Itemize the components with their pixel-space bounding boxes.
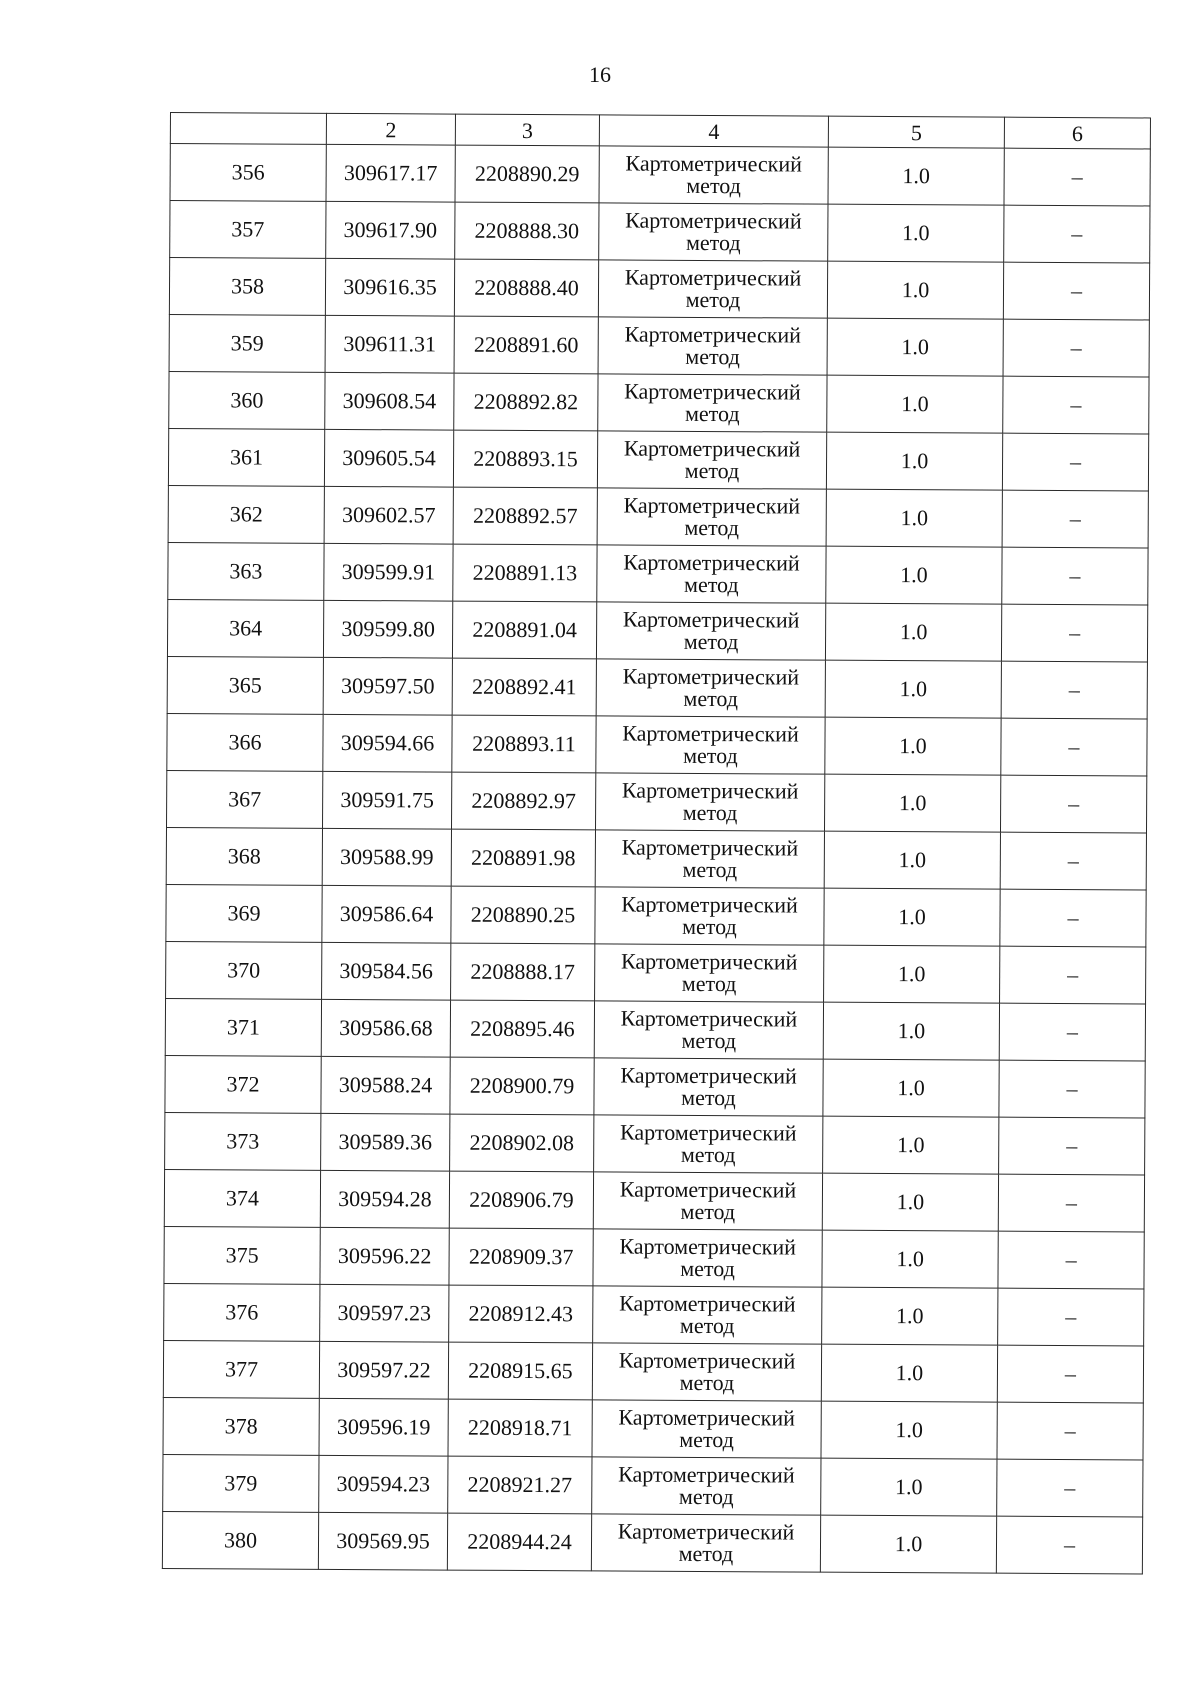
y-coordinate-cell: 2208906.79: [449, 1171, 593, 1229]
note-cell: –: [997, 1402, 1143, 1460]
method-cell: [596, 716, 825, 774]
note-cell: –: [1004, 148, 1150, 206]
note-cell: –: [1003, 376, 1149, 434]
y-coordinate-cell: 2208890.29: [455, 145, 599, 203]
method-line-2: метод: [682, 856, 738, 883]
method-line-1: Картометрический: [623, 492, 801, 519]
method-cell: [597, 545, 826, 603]
note-cell: –: [996, 1516, 1142, 1574]
method-cell: [592, 1457, 821, 1515]
method-line-2: метод: [681, 1027, 737, 1054]
table-body: [162, 144, 1150, 1574]
table-row: [170, 144, 1150, 206]
note-cell: –: [1000, 832, 1146, 890]
note-cell: –: [999, 1060, 1145, 1118]
method-cell: [593, 1229, 822, 1287]
note-cell: –: [997, 1345, 1143, 1403]
y-coordinate-cell: 2208888.30: [455, 202, 599, 260]
point-number-cell: 361: [168, 428, 324, 486]
method-line-2: метод: [681, 970, 737, 997]
y-coordinate-cell: 2208892.41: [452, 658, 596, 716]
accuracy-cell: 1.0: [826, 546, 1002, 604]
x-coordinate-cell: 309586.64: [322, 885, 451, 943]
method-cell: [592, 1400, 821, 1458]
x-coordinate-cell: 309588.99: [322, 828, 451, 886]
x-coordinate-cell: 309605.54: [324, 429, 453, 487]
header-col-1: [170, 113, 326, 145]
point-number-cell: 370: [166, 941, 322, 999]
y-coordinate-cell: 2208900.79: [450, 1057, 594, 1115]
x-coordinate-cell: 309594.23: [319, 1455, 448, 1513]
method-line-1: Картометрический: [622, 663, 800, 690]
method-line-2: метод: [678, 1540, 734, 1567]
method-line-2: метод: [680, 1141, 736, 1168]
method-line-1: Картометрический: [625, 150, 803, 177]
table-row: [169, 371, 1149, 433]
method-line-1: Картометрический: [620, 1062, 797, 1089]
method-cell: [593, 1172, 822, 1230]
x-coordinate-cell: 309584.56: [322, 942, 451, 1000]
point-number-cell: 367: [167, 770, 323, 828]
y-coordinate-cell: 2208892.97: [451, 772, 595, 830]
table-row: [169, 258, 1149, 320]
accuracy-cell: 1.0: [826, 432, 1002, 490]
accuracy-cell: 1.0: [820, 1515, 996, 1573]
note-cell: –: [1003, 262, 1149, 320]
note-cell: –: [1003, 319, 1149, 377]
header-col-5: 5: [828, 116, 1004, 148]
table-row: [163, 1397, 1143, 1459]
point-number-cell: 363: [168, 542, 324, 600]
method-cell: [594, 1001, 823, 1059]
method-cell: [594, 1115, 823, 1173]
method-line-1: Картометрический: [624, 321, 802, 348]
y-coordinate-cell: 2208888.17: [451, 943, 595, 1001]
table-row: [164, 1283, 1144, 1345]
method-line-1: Картометрический: [618, 1461, 795, 1488]
x-coordinate-cell: 309569.95: [318, 1512, 447, 1570]
table-row: [168, 485, 1148, 547]
table-row: [165, 1112, 1145, 1174]
x-coordinate-cell: 309611.31: [325, 315, 454, 373]
accuracy-cell: 1.0: [823, 1002, 999, 1060]
accuracy-cell: 1.0: [827, 375, 1003, 433]
y-coordinate-cell: 2208918.71: [448, 1399, 592, 1457]
method-cell: [599, 146, 828, 204]
method-line-1: Картометрический: [622, 720, 799, 747]
table-row: [164, 1226, 1144, 1288]
accuracy-cell: 1.0: [824, 888, 1000, 946]
point-number-cell: 364: [167, 599, 323, 657]
point-number-cell: 372: [165, 1055, 321, 1113]
method-line-2: метод: [683, 742, 738, 769]
x-coordinate-cell: 309617.90: [326, 201, 455, 259]
table-row: [168, 542, 1148, 604]
method-line-2: метод: [683, 628, 739, 655]
method-cell: [595, 830, 824, 888]
x-coordinate-cell: 309597.22: [319, 1341, 448, 1399]
method-line-1: Картометрический: [621, 891, 798, 918]
header-col-6: 6: [1004, 117, 1150, 149]
x-coordinate-cell: 309586.68: [321, 999, 450, 1057]
accuracy-cell: 1.0: [825, 660, 1001, 718]
table-row: [166, 884, 1146, 946]
table-row: [162, 1511, 1142, 1573]
accuracy-cell: 1.0: [825, 717, 1001, 775]
method-line-2: метод: [684, 457, 740, 484]
method-line-1: Картометрический: [621, 834, 799, 861]
note-cell: –: [999, 1003, 1145, 1061]
accuracy-cell: 1.0: [822, 1230, 998, 1288]
method-cell: [599, 203, 828, 261]
method-line-1: Картометрический: [624, 264, 802, 291]
point-number-cell: 377: [163, 1340, 319, 1398]
point-number-cell: 358: [169, 258, 325, 316]
table-row: [167, 599, 1147, 661]
note-cell: –: [1004, 205, 1150, 263]
y-coordinate-cell: 2208891.13: [453, 544, 597, 602]
table-row: [169, 314, 1149, 376]
method-line-1: Картометрический: [623, 435, 801, 462]
method-line-2: метод: [681, 1084, 736, 1111]
method-cell: [595, 773, 824, 831]
point-number-cell: 371: [165, 998, 321, 1056]
x-coordinate-cell: 309597.23: [320, 1284, 449, 1342]
method-line-1: Картометрический: [618, 1347, 796, 1374]
method-line-2: метод: [682, 799, 738, 826]
table-row: [166, 941, 1146, 1003]
note-cell: –: [1001, 604, 1147, 662]
method-cell: [597, 431, 826, 489]
accuracy-cell: 1.0: [822, 1287, 998, 1345]
y-coordinate-cell: 2208902.08: [450, 1114, 594, 1172]
method-cell: [597, 488, 826, 546]
point-number-cell: 379: [163, 1454, 319, 1512]
coordinates-table-container: [162, 112, 1150, 1574]
y-coordinate-cell: 2208892.82: [454, 373, 598, 431]
x-coordinate-cell: 309589.36: [321, 1113, 450, 1171]
method-line-2: метод: [685, 229, 741, 256]
note-cell: –: [1000, 775, 1146, 833]
point-number-cell: 356: [170, 144, 326, 202]
accuracy-cell: 1.0: [828, 147, 1004, 205]
point-number-cell: 376: [164, 1283, 320, 1341]
point-number-cell: 380: [162, 1511, 318, 1569]
x-coordinate-cell: 309596.22: [320, 1227, 449, 1285]
table-row: [163, 1340, 1143, 1402]
table-row: [165, 1055, 1145, 1117]
table-row: [168, 428, 1148, 490]
y-coordinate-cell: 2208891.04: [452, 601, 596, 659]
method-line-2: метод: [684, 514, 740, 541]
y-coordinate-cell: 2208921.27: [448, 1456, 592, 1514]
method-line-1: Картометрический: [620, 948, 798, 975]
method-line-1: Картометрический: [623, 549, 800, 576]
method-line-1: Картометрический: [625, 207, 802, 234]
method-line-2: метод: [679, 1369, 735, 1396]
method-cell: [596, 659, 825, 717]
y-coordinate-cell: 2208891.60: [454, 316, 598, 374]
x-coordinate-cell: 309617.17: [326, 144, 455, 202]
method-line-2: метод: [680, 1198, 736, 1225]
method-line-2: метод: [685, 343, 740, 370]
point-number-cell: 362: [168, 485, 324, 543]
method-line-2: метод: [685, 286, 741, 313]
point-number-cell: 375: [164, 1226, 320, 1284]
method-line-1: Картометрический: [617, 1518, 795, 1545]
point-number-cell: 368: [166, 827, 322, 885]
method-line-1: Картометрический: [619, 1290, 796, 1317]
accuracy-cell: 1.0: [823, 1059, 999, 1117]
note-cell: –: [998, 1174, 1144, 1232]
accuracy-cell: 1.0: [821, 1458, 997, 1516]
point-number-cell: 357: [170, 201, 326, 259]
method-cell: [595, 944, 824, 1002]
accuracy-cell: 1.0: [821, 1401, 997, 1459]
note-cell: –: [999, 1117, 1145, 1175]
method-line-2: метод: [679, 1312, 735, 1339]
method-cell: [594, 1058, 823, 1116]
point-number-cell: 365: [167, 656, 323, 714]
method-line-2: метод: [679, 1426, 734, 1453]
accuracy-cell: 1.0: [824, 945, 1000, 1003]
accuracy-cell: 1.0: [823, 1116, 999, 1174]
y-coordinate-cell: 2208891.98: [451, 829, 595, 887]
table-row: [164, 1169, 1144, 1231]
method-line-1: Картометрический: [622, 606, 800, 633]
page-number: 16: [589, 62, 611, 87]
point-number-cell: 373: [165, 1112, 321, 1170]
method-line-2: метод: [684, 400, 740, 427]
method-cell: [598, 317, 827, 375]
y-coordinate-cell: 2208944.24: [447, 1513, 591, 1571]
note-cell: –: [1001, 718, 1147, 776]
y-coordinate-cell: 2208895.46: [450, 1000, 594, 1058]
accuracy-cell: 1.0: [827, 318, 1003, 376]
accuracy-cell: 1.0: [821, 1344, 997, 1402]
method-line-2: метод: [678, 1483, 734, 1510]
y-coordinate-cell: 2208892.57: [453, 487, 597, 545]
header-col-4: 4: [599, 115, 828, 147]
method-line-1: Картометрический: [618, 1404, 796, 1431]
note-cell: –: [1000, 946, 1146, 1004]
method-cell: [596, 602, 825, 660]
method-line-2: метод: [684, 571, 739, 598]
coordinates-table: [162, 112, 1151, 1574]
method-cell: [598, 374, 827, 432]
method-cell: [598, 260, 827, 318]
point-number-cell: 366: [167, 713, 323, 771]
y-coordinate-cell: 2208893.11: [452, 715, 596, 773]
note-cell: –: [1000, 889, 1146, 947]
accuracy-cell: 1.0: [824, 774, 1000, 832]
note-cell: –: [1002, 490, 1148, 548]
x-coordinate-cell: 309608.54: [325, 372, 454, 430]
table-row: [167, 713, 1147, 775]
y-coordinate-cell: 2208912.43: [449, 1285, 593, 1343]
method-line-2: метод: [686, 172, 741, 199]
y-coordinate-cell: 2208909.37: [449, 1228, 593, 1286]
accuracy-cell: 1.0: [826, 489, 1002, 547]
table-row: [170, 201, 1150, 263]
accuracy-cell: 1.0: [827, 261, 1003, 319]
note-cell: –: [1001, 661, 1147, 719]
table-row: [165, 998, 1145, 1060]
method-line-1: Картометрический: [619, 1233, 796, 1260]
x-coordinate-cell: 309616.35: [325, 258, 454, 316]
note-cell: –: [997, 1459, 1143, 1517]
point-number-cell: 369: [166, 884, 322, 942]
x-coordinate-cell: 309596.19: [319, 1398, 448, 1456]
table-row: [166, 827, 1146, 889]
accuracy-cell: 1.0: [825, 603, 1001, 661]
method-line-1: Картометрический: [621, 777, 799, 804]
note-cell: –: [998, 1288, 1144, 1346]
note-cell: –: [1002, 547, 1148, 605]
x-coordinate-cell: 309588.24: [321, 1056, 450, 1114]
point-number-cell: 374: [164, 1169, 320, 1227]
y-coordinate-cell: 2208888.40: [454, 259, 598, 317]
table-row: [167, 770, 1147, 832]
method-line-2: метод: [683, 685, 739, 712]
y-coordinate-cell: 2208915.65: [448, 1342, 592, 1400]
point-number-cell: 360: [169, 371, 325, 429]
method-line-2: метод: [680, 1255, 735, 1282]
y-coordinate-cell: 2208893.15: [453, 430, 597, 488]
point-number-cell: 359: [169, 314, 325, 372]
accuracy-cell: 1.0: [828, 204, 1004, 262]
x-coordinate-cell: 309591.75: [323, 771, 452, 829]
method-line-1: Картометрический: [619, 1176, 797, 1203]
x-coordinate-cell: 309597.50: [323, 657, 452, 715]
y-coordinate-cell: 2208890.25: [451, 886, 595, 944]
method-cell: [593, 1286, 822, 1344]
method-cell: [591, 1514, 820, 1572]
x-coordinate-cell: 309594.28: [320, 1170, 449, 1228]
method-cell: [595, 887, 824, 945]
method-line-1: Картометрический: [624, 378, 801, 405]
header-col-3: 3: [455, 114, 599, 146]
point-number-cell: 378: [163, 1397, 319, 1455]
note-cell: –: [998, 1231, 1144, 1289]
table-row: [167, 656, 1147, 718]
method-line-2: метод: [682, 913, 737, 940]
x-coordinate-cell: 309602.57: [324, 486, 453, 544]
x-coordinate-cell: 309594.66: [323, 714, 452, 772]
x-coordinate-cell: 309599.80: [323, 600, 452, 658]
accuracy-cell: 1.0: [822, 1173, 998, 1231]
method-cell: [592, 1343, 821, 1401]
x-coordinate-cell: 309599.91: [324, 543, 453, 601]
accuracy-cell: 1.0: [824, 831, 1000, 889]
method-line-1: Картометрический: [619, 1119, 797, 1146]
header-col-2: 2: [326, 113, 455, 145]
note-cell: –: [1002, 433, 1148, 491]
method-line-1: Картометрический: [620, 1005, 798, 1032]
table-row: [163, 1454, 1143, 1516]
